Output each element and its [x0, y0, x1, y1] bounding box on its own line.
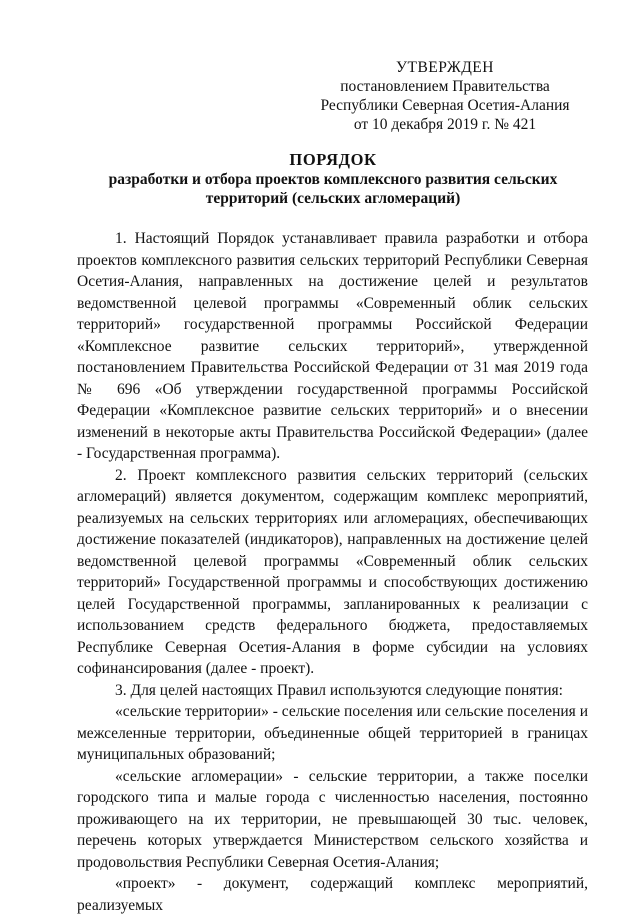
approval-line-date: от 10 декабря 2019 г. № 421: [353, 116, 537, 133]
definition-rural-territories: «сельские территории» - сельские поселения или сельские поселения и межселенные территории, объединенные общей территорией в границах муниципальных образований;: [77, 703, 588, 763]
definition-project: «проект» - документ, содержащий комплекс мероприятий, реализуемых: [77, 875, 588, 914]
paragraph-3: 3. Для целей настоящих Правил используются следующие понятия:: [115, 681, 563, 699]
paragraph-1: 1. Настоящий Порядок устанавливает правила разработки и отбора проектов комплексного развития сельских территорий Республики Северная Осетия-Алания, направленных на достижение целей и результатов ведомственной целевой программы «Современный облик сельских территорий» государственной программы Российской Федерации «Комплексное развитие сельских территорий», утвержденной постановлением Правительства Российской Федерации от 31 мая 2019 года № 696 «Об утверждении государственной программы Российской Федерации «Комплексное развитие сельских территорий» и о внесении изменений в некоторые акты Правительства Российской Федерации» (далее - Государственная программа).: [77, 230, 588, 462]
approval-line-republic: Республики Северная Осетия-Алания: [320, 97, 570, 114]
document-title: ПОРЯДОК: [289, 150, 377, 169]
approval-heading: УТВЕРЖДЕН: [396, 59, 494, 76]
definition-rural-agglomerations: «сельские агломерации» - сельские территории, а также поселки городского типа и малые города с численностью населения, постоянно проживающего на их территории, не превышающей 30 тыс. человек, перечень которых утверждается Министерством сельского хозяйства и продовольствия Республики Северная Осетия-Алания;: [77, 767, 588, 871]
paragraph-2: 2. Проект комплексного развития сельских территорий (сельских агломераций) является документом, содержащим комплекс мероприятий, реализуемых на сельских территориях или агломерациях, обеспечивающих достижение показателей (индикаторов), направленных на достижение целей ведомственной целевой программы «Современный облик сельских территорий» Государственной программы и способствующих достижению целей Государственной программы, запланированных к реализации с использованием средств федерального бюджета, предоставляемых Республике Северная Осетия-Алания в форме субсидии на условиях софинансирования (далее - проект).: [77, 466, 588, 677]
approval-line-decree: постановлением Правительства: [340, 78, 550, 95]
title-block: [78, 150, 588, 208]
approval-stamp: [300, 58, 590, 134]
document-body: [77, 228, 588, 916]
document-subtitle: разработки и отбора проектов комплексного развития сельских территорий (сельских агломераций): [108, 171, 558, 207]
